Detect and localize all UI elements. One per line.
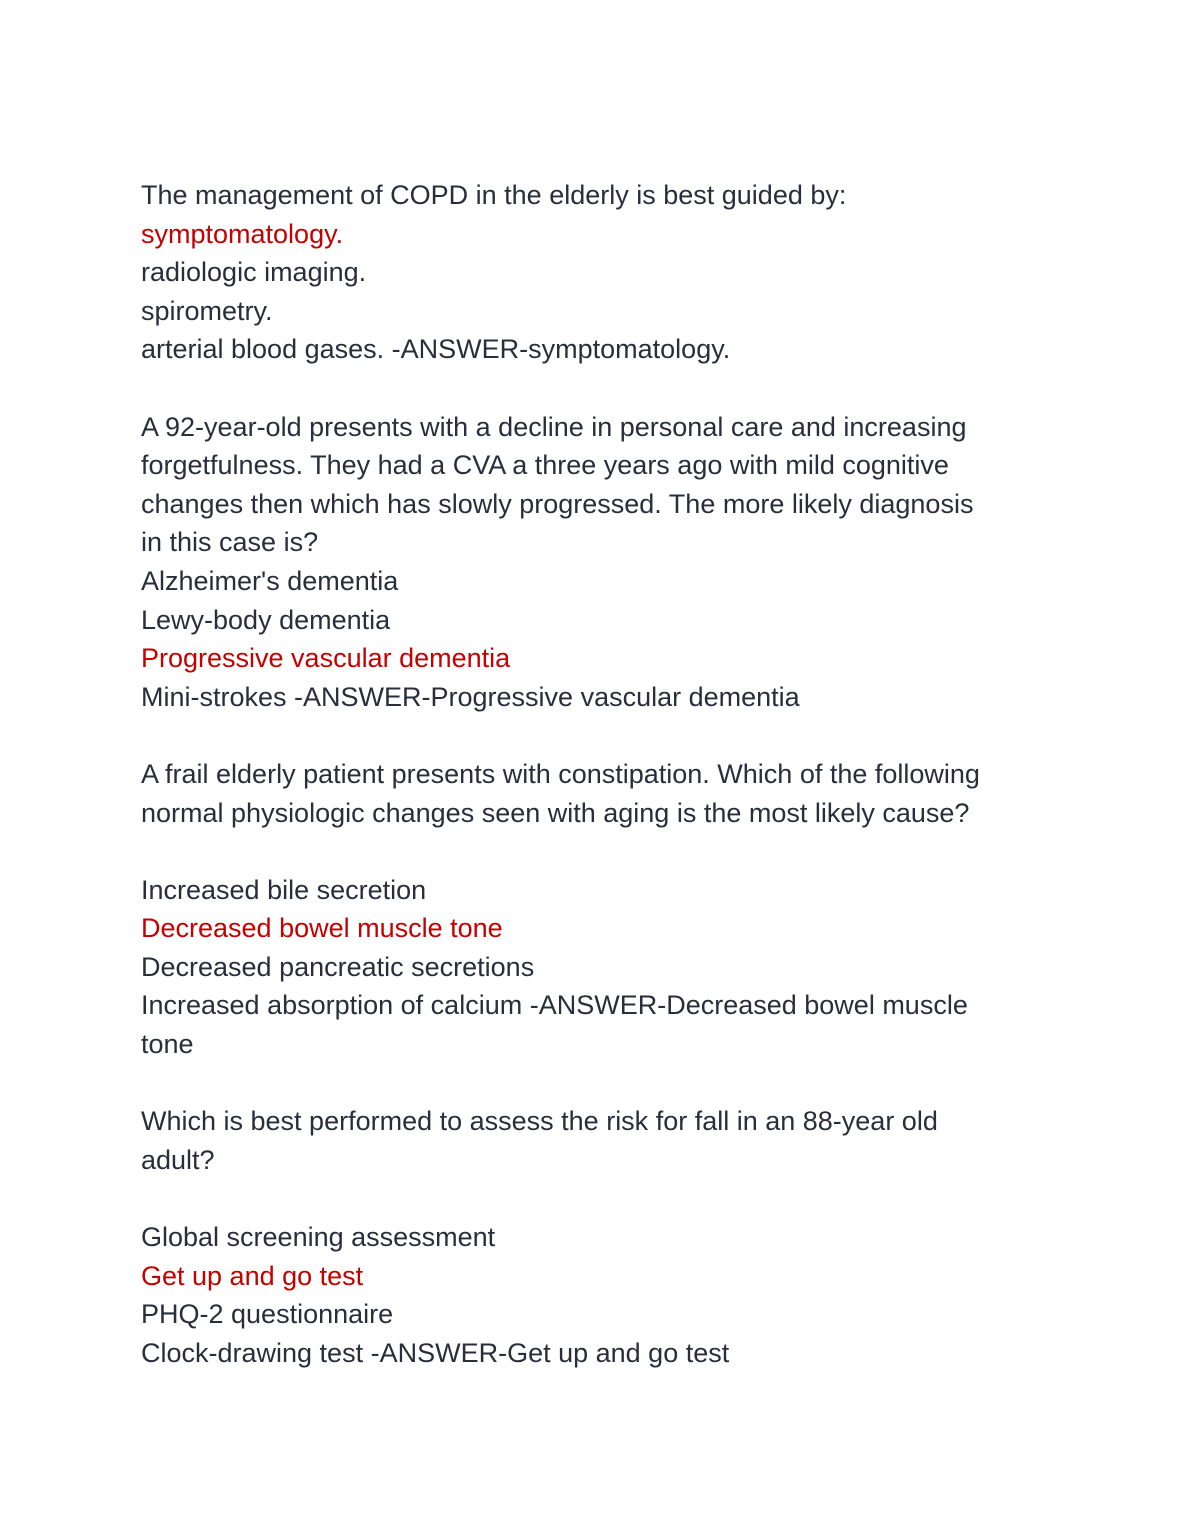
question-block [141, 408, 1071, 717]
correct-option: symptomatology. [141, 218, 344, 249]
option: Global screening assessment [141, 1222, 496, 1253]
question-stem: The management of COPD in the elderly is best guided by: [141, 180, 847, 210]
option: spirometry. [141, 295, 273, 326]
question-stem: normal physiologic changes seen with aging is the most likely cause? [141, 797, 970, 828]
question-stem: A frail elderly patient presents with constipation. Which of the following [141, 758, 980, 789]
option: Alzheimer's dementia [141, 565, 399, 596]
spacer [141, 369, 1071, 408]
answer-line: Increased absorption of calcium -ANSWER-Decreased bowel muscle [141, 990, 968, 1021]
question-block [141, 1102, 1071, 1372]
spacer [141, 1064, 1071, 1103]
question-stem: A 92-year-old presents with a decline in personal care and increasing [141, 411, 967, 442]
option: PHQ-2 questionnaire [141, 1299, 394, 1330]
question-block [141, 755, 1071, 1064]
question-stem: Which is best performed to assess the risk for fall in an 88-year old [141, 1106, 938, 1137]
question-stem: adult? [141, 1144, 215, 1175]
question-stem: changes then which has slowly progressed. The more likely diagnosis [141, 488, 974, 519]
spacer [141, 832, 1071, 871]
option: Lewy-body dementia [141, 604, 391, 635]
option: Decreased pancreatic secretions [141, 951, 535, 982]
option: Increased bile secretion [141, 874, 427, 905]
answer-line: Mini-strokes -ANSWER-Progressive vascular dementia [141, 681, 800, 712]
correct-option: Progressive vascular dementia [141, 643, 511, 674]
question-stem: in this case is? [141, 527, 319, 558]
document-page [141, 176, 1071, 1372]
answer-line: Clock-drawing test -ANSWER-Get up and go test [141, 1337, 730, 1368]
correct-option: Get up and go test [141, 1260, 364, 1291]
correct-option: Decreased bowel muscle tone [141, 913, 503, 944]
answer-line: tone [141, 1029, 194, 1060]
spacer [141, 716, 1071, 755]
option: radiologic imaging. [141, 257, 367, 288]
question-stem: forgetfulness. They had a CVA a three years ago with mild cognitive [141, 450, 949, 481]
question-block [141, 176, 1071, 369]
spacer [141, 1179, 1071, 1218]
answer-line: arterial blood gases. -ANSWER-symptomatology. [141, 334, 731, 365]
